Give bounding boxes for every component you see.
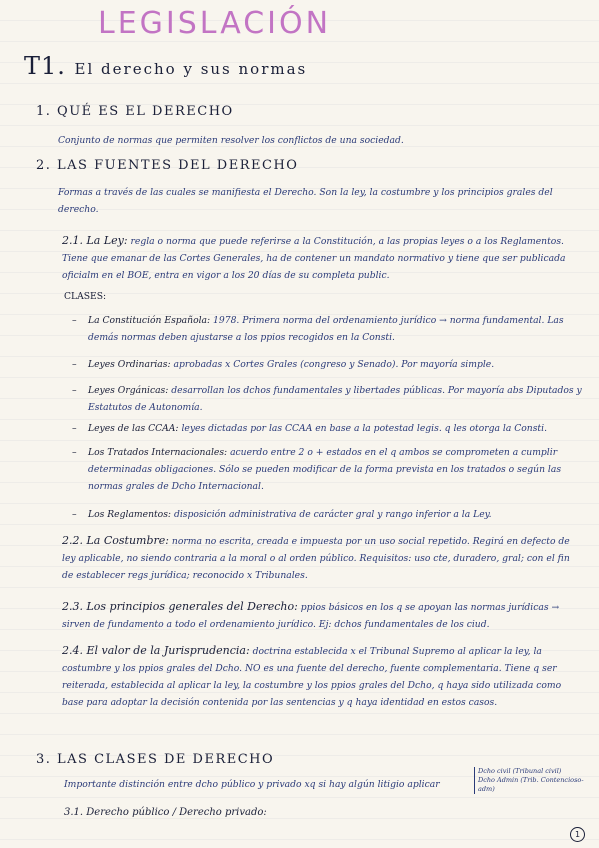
subsection-ley [62,232,587,284]
bullet-head: Los Reglamentos: [88,509,172,520]
bullet-head: Leyes Orgánicas: [88,385,169,396]
list-item [74,444,582,495]
dash-icon: – [72,447,77,458]
subsection-ley-text: regla o norma que puede referirse a la Constitución, a las propias leyes o a los Reglamentos. Tiene que emanar de las Cortes Generales, ha de contener un mandato normativo y tiene que ser publicada oficialm en el BOE, entra en vigor a los 20 días de su completa public. [62,236,566,281]
subsection-costumbre-text: norma no escrita, creada e impuesta por un uso social repetido. Regirá en defecto de ley aplicable, no siendo contraria a la moral o al orden público. Requisitos: uso cte, duradero, gral; con el fin de establecer regs jurídica; reconocido x Tribunales. [62,536,570,581]
list-item [74,506,582,523]
dash-icon: – [72,385,77,396]
bullet-text: aprobadas x Cortes Grales (congreso y Senado). Por mayoría simple. [173,359,495,370]
subsection-principios [62,598,584,633]
dash-icon: – [72,315,77,326]
subsection-jurisprudencia-heading: 2.4. El valor de la Jurisprudencia: [62,644,250,657]
bullet-head: Los Tratados Internacionales: [88,447,228,458]
section-1-text: Conjunto de normas que permiten resolver los conflictos de una sociedad. [58,135,404,146]
dash-icon: – [72,509,77,520]
bullet-text: 1978. Primera norma del ordenamiento jurídico → norma fundamental. Las demás normas deben ajustarse a los ppios recogidos en la Consti. [88,315,564,343]
note-line-2: Dcho Admin (Trib. Contencioso-adm) [478,776,584,793]
bullet-text: desarrollan los dchos fundamentales y libertades públicas. Por mayoría abs Diputados y Estatutos de Autonomía. [88,385,582,413]
page-number: 1 [570,827,585,842]
page-title: LEGISLACIÓN [98,6,332,41]
section-1-heading: 1. QUÉ ES EL DERECHO [36,104,234,119]
list-item [74,420,582,437]
subsection-jurisprudencia [62,642,584,711]
list-item [74,312,582,346]
clases-label: CLASES: [64,291,107,302]
note-line-1: Dcho civil (Tribunal civil) [478,767,562,775]
bullet-head: Leyes de las CCAA: [88,423,179,434]
dash-icon: – [72,359,77,370]
bullet-head: Leyes Ordinarias: [88,359,171,370]
subsection-jurisprudencia-text: doctrina establecida x el Tribunal Supremo al aplicar la ley, la costumbre y los ppios grales del Dcho. NO es una fuente del derecho, fuente complementaria. Tiene q ser reiterada, establecida al aplicar la ley, la costumbre y los ppios grales del Dcho, q haya sido utilizada como base para adoptar la decisión contenida por las sentencias y q haya identidad en estos casos. [62,646,562,708]
topic-heading [24,52,307,80]
subsection-costumbre [62,532,582,584]
subsection-principios-heading: 2.3. Los principios generales del Derecho: [62,600,298,613]
bullet-text: disposición administrativa de carácter gral y rango inferior a la Ley. [173,509,492,520]
dash-icon: – [72,423,77,434]
subsection-3-1-heading: 3.1. Derecho público / Derecho privado: [64,807,267,818]
section-3-text: Importante distinción entre dcho público y privado xq si hay algún litigio aplicar [64,779,440,790]
subsection-costumbre-heading: 2.2. La Costumbre: [62,534,169,547]
bullet-head: La Constitución Española: [88,315,211,326]
bullet-text: leyes dictadas por las CCAA en base a la potestad legis. q les otorga la Consti. [181,423,547,434]
list-item [74,382,582,416]
subsection-principios-text: ppios básicos en los q se apoyan las normas jurídicas → sirven de fundamento a todo el ordenamiento jurídico. Ej: dchos fundamentales de los ciud. [62,602,560,630]
law-branch-note [474,767,599,794]
topic-number: T1. [24,52,66,80]
section-2-heading: 2. LAS FUENTES DEL DERECHO [36,158,299,173]
bullet-text: acuerdo entre 2 o + estados en el q ambos se comprometen a cumplir determinadas obligaciones. Sólo se pueden modificar de la forma prevista en los tratados o según las normas grales de Dcho Internacional. [88,447,562,492]
section-3-heading: 3. LAS CLASES DE DERECHO [36,752,275,767]
section-2-text: Formas a través de las cuales se manifiesta el Derecho. Son la ley, la costumbre y los principios grales del derecho. [58,187,553,215]
topic-name: El derecho y sus normas [74,60,308,78]
list-item [74,356,582,373]
subsection-ley-heading: 2.1. La Ley: [62,234,128,247]
